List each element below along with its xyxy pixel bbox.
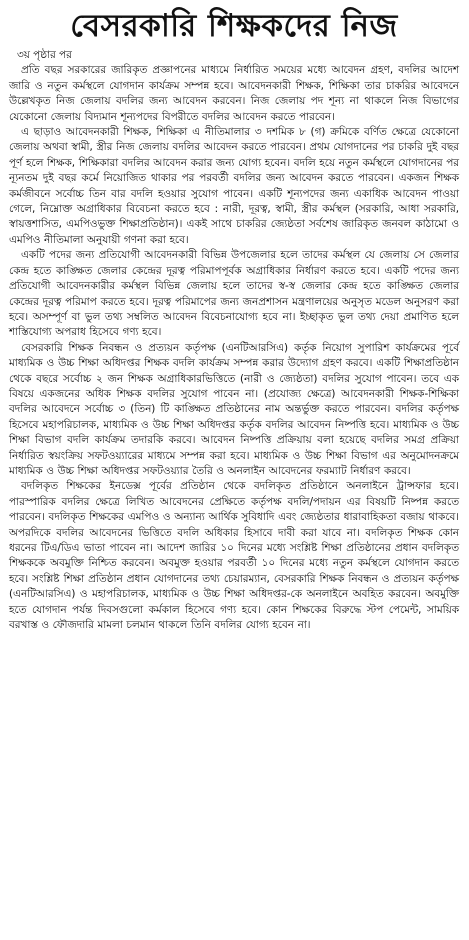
article-paragraph: এ ছাড়াও আবেদনকারী শিক্ষক, শিক্ষিকা এ নীতিমালার ৩ দশমিক ৮ (গ) ক্রমিকে বর্ণিত ক্ষেত্রে যেকোনো জেলায় অথবা স্বামী, স্ত্রীর নিজ জেলায় বদলির আবেদন করতে পারবেন। প্রথম যোগদানের পর চাকরি দুই বছর পূর্ণ হলে শিক্ষক, শিক্ষিকারা বদলির আবেদন করার জন্য যোগ্য হবেন। বদলি হয়ে নতুন কর্মস্থলে যোগদানের পর ন্যূনতম দুই বছর কর্মে নিয়োজিত থাকার পর পরবর্তী বদলির জন্য আবেদন করতে পারবেন। একজন শিক্ষক কর্মজীবনে সর্বোচ্চ তিন বার বদলি হওয়ার সুযোগ পাবেন। একটি শূন্যপদের জন্য একাধিক আবেদন পাওয়া গেলে, নিম্নোক্ত অগ্রাধিকার বিবেচনা করতে হবে : নারী, দূরত্ব, স্বামী, স্ত্রীর কর্মস্থল (সরকারি, আধা সরকারি, স্বায়ত্তশাসিত, এমপিওভুক্ত শিক্ষাপ্রতিষ্ঠান)। একই সাথে চাকরির জ্যেষ্ঠতা সর্বশেষ জারিকৃত জনবল কাঠামো ও এমপিও নীতিমালা অনুযায়ী গণনা করা হবে।: [9, 126, 459, 246]
article-paragraph: বেসরকারি শিক্ষক নিবন্ধন ও প্রত্যয়ন কর্তৃপক্ষ (এনটিআরসিএ) কর্তৃক নিয়োগ সুপারিশ কার্যক্রমের পূর্বে মাধ্যমিক ও উচ্চ শিক্ষা অধিদপ্তর শিক্ষক বদলি কার্যক্রম সম্পন্ন করার উদ্যোগ গ্রহণ করবে। একটি শিক্ষাপ্রতিষ্ঠান থেকে বছরে সর্বোচ্চ ২ জন শিক্ষক অগ্রাধিকারভিত্তিতে (নারী ও জ্যেষ্ঠতা) বদলির সুযোগ পাবেন। তবে এক বিষয়ে একজনের অধিক শিক্ষক বদলির সুযোগ পাবেন না। (প্রযোজ্য ক্ষেত্রে) আবেদনকারী শিক্ষক-শিক্ষিকা বদলির আবেদনে সর্বোচ্চ ৩ (তিন) টি কাঙ্ক্ষিত প্রতিষ্ঠানের নাম অন্তর্ভুক্ত করতে পারবেন। বদলির কর্তৃপক্ষ হিসেবে মহাপরিচালক, মাধ্যমিক ও উচ্চ শিক্ষা অধিদপ্তর কর্তৃক বদলির আবেদন নিষ্পত্তি হবে। মাধ্যমিক ও উচ্চ শিক্ষা বিভাগ বদলি কার্যক্রম তদারকি করবে। আবেদন নিষ্পত্তি প্রক্রিয়ায় বলা হয়েছে বদলির সমগ্র প্রক্রিয়া নির্ধারিত স্বয়ংক্রিয় সফটওয়্যারের মাধ্যমে সম্পন্ন করা হবে। মাধ্যমিক ও উচ্চ শিক্ষা বিভাগ এর অনুমোদনক্রমে মাধ্যমিক ও উচ্চ শিক্ষা অধিদপ্তর সফটওয়্যার তৈরি ও অনলাইন আবেদনের ফরম্যাট নির্ধারণ করবে।: [9, 341, 459, 477]
article-headline: বেসরকারি শিক্ষকদের নিজ: [70, 8, 398, 44]
article-paragraph: প্রতি বছর সরকারের জারিকৃত প্রজ্ঞাপনের মাধ্যমে নির্ধারিত সময়ের মধ্যে আবেদন গ্রহণ, বদলির আদেশ জারি ও নতুন কর্মস্থলে যোগদান কার্যক্রম সম্পন্ন হবে। আবেদনকারী শিক্ষক, শিক্ষিকা তার চাকরির আবেদনে উল্লেখকৃত নিজ জেলায় বদলির জন্য আবেদন করবেন। নিজ জেলায় পদ শূন্য না থাকলে নিজ বিভাগের যেকোনো জেলায় বিদ্যমান শূন্যপদের বিপরীতে বদলির আবেদন করতে পারবেন।: [9, 64, 459, 123]
continued-from-label: ৩য় পৃষ্ঠার পর: [17, 49, 72, 61]
article-paragraph: বদলিকৃত শিক্ষকের ইনডেক্স পূর্বের প্রতিষ্ঠান থেকে বদলিকৃত প্রতিষ্ঠানে অনলাইনে ট্রান্সফার হবে। পারস্পারিক বদলির ক্ষেত্রে লিখিত আবেদনের প্রেক্ষিতে কর্তৃপক্ষ বদলি/পদায়ন এর বিষয়টি নিষ্পন্ন করতে পারবেন। বদলিকৃত শিক্ষকের এমপিও ও অন্যান্য আর্থিক সুবিধাদি এবং জ্যেষ্ঠতার ধারাবাহিকতা বজায় থাকবে। অপরদিকে বদলির আবেদনের ভিত্তিতে বদলি অধিকার হিসাবে দাবী করা যাবে না। বদলিকৃত শিক্ষক কোন ধরনের টিএ/ডিএ ভাতা পাবেন না। আদেশ জারির ১০ দিনের মধ্যে সংশ্লিষ্ট শিক্ষা প্রতিষ্ঠানের প্রধান বদলিকৃত শিক্ষককে অবমুক্তি নিশ্চিত করবেন। অবমুক্ত হওয়ার পরবর্তী ১০ দিনের মধ্যে নতুন কর্মস্থলে যোগদান করতে হবে। সংশ্লিষ্ট শিক্ষা প্রতিষ্ঠান প্রধান যোগদানের তথ্য চেয়ারম্যান, বেসরকারি শিক্ষক নিবন্ধন ও প্রত্যয়ন কর্তৃপক্ষ (এনটিআরসিএ) ও মহাপরিচালক, মাধ্যমিক ও উচ্চ শিক্ষা অধিদপ্তর-কে অনলাইনে অবহিত করবেন। অবমুক্তি হতে যোগদান পর্যন্ত দিবসগুলো কর্মকাল হিসেবে গণ্য হবে। কোন শিক্ষকের বিরুদ্ধে স্টপ পেমেন্ট, সাময়িক বরখাস্ত ও ফৌজদারি মামলা চলমান থাকলে তিনি বদলির যোগ্য হবেন না।: [9, 480, 459, 632]
article-paragraph: একটি পদের জন্য প্রতিযোগী আবেদনকারী বিভিন্ন উপজেলার হলে তাদের কর্মস্থল যে জেলায় সে জেলার কেন্দ্র হতে কাঙ্ক্ষিত জেলার কেন্দ্রের দূরত্ব পরিমাপপূর্বক অগ্রাধিকার নির্ধারণ করতে হবে। একটি পদের জন্য প্রতিযোগী আবেদনকারীর কর্মস্থল বিভিন্ন জেলায় হলে তাদের স্ব-স্ব জেলার কেন্দ্র হতে কাঙ্ক্ষিত জেলার কেন্দ্রের দূরত্ব পরিমাপ করতে হবে। দূরত্ব পরিমাপের জন্য জনপ্রশাসন মন্ত্রণালয়ের অনুসৃত মডেল অনুসরণ করা হবে। অসম্পূর্ণ বা ভুল তথ্য সম্বলিত আবেদন বিবেচনাযোগ্য হবে না। ইচ্ছাকৃত ভুল তথ্য দেয়া প্রমাণিত হলে শাস্তিযোগ্য অপরাধ হিসেবে গণ্য হবে।: [9, 249, 459, 339]
